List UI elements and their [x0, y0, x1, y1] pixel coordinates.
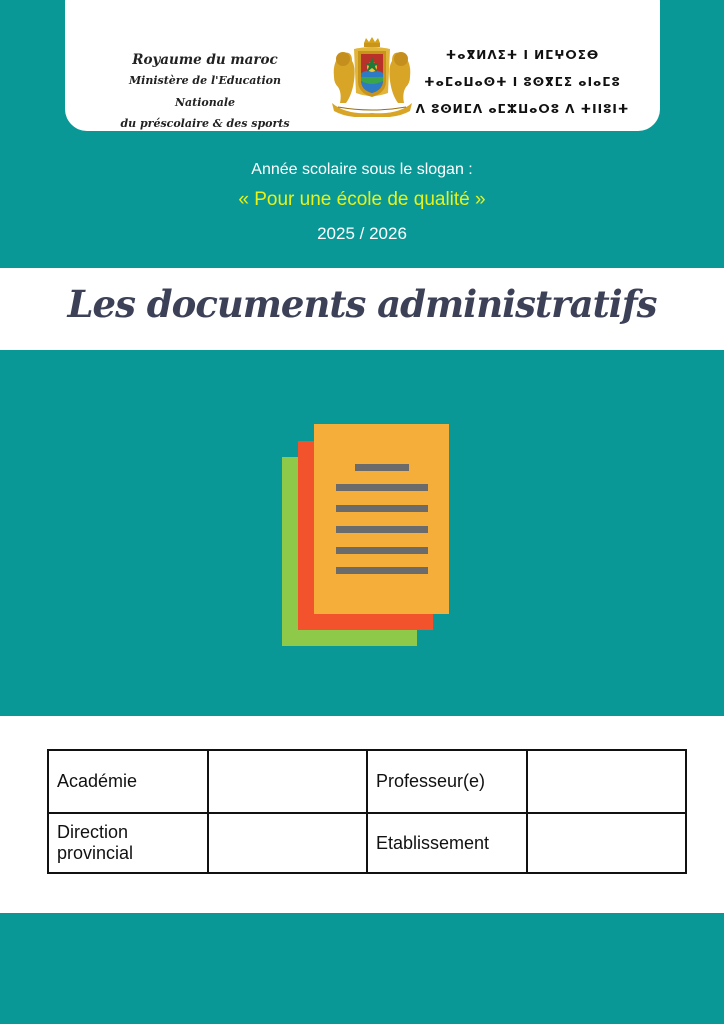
- field-direction-provincial[interactable]: [208, 813, 368, 873]
- tifinagh-line-1: ⵜⴰⴳⵍⴷⵉⵜ ⵏ ⵍⵎⵖⵔⵉⴱ: [445, 48, 600, 62]
- ministry-fr-block: [100, 50, 310, 134]
- ministry-name: Ministère de l'Education Nationale: [129, 74, 281, 109]
- tifinagh-line-3: ⴷ ⵓⵙⵍⵎⴷ ⴰⵎⵣⵡⴰⵔⵓ ⴷ ⵜⵏⵏⵓⵏⵜ: [415, 102, 630, 116]
- school-year: 2025 / 2026: [317, 224, 407, 243]
- field-academie[interactable]: [208, 750, 368, 813]
- table-row: [48, 813, 686, 873]
- kingdom-name: Royaume du maroc: [132, 52, 278, 68]
- info-table: [47, 749, 687, 874]
- tifinagh-line-2: ⵜⴰⵎⴰⵡⴰⵙⵜ ⵏ ⵓⵙⴳⵎⵉ ⴰⵏⴰⵎⵓ: [424, 75, 621, 89]
- label-academie: Académie: [48, 750, 208, 813]
- documents-stack-icon: [282, 424, 452, 646]
- document-title: Les documents administratifs: [67, 282, 657, 326]
- coat-of-arms-icon: [326, 37, 418, 117]
- label-professeur: Professeur(e): [367, 750, 527, 813]
- field-etablissement[interactable]: [527, 813, 687, 873]
- label-etablissement: Etablissement: [367, 813, 527, 873]
- ministry-subtitle: du préscolaire & des sports: [120, 117, 290, 130]
- label-direction-provincial: Direction provincial: [48, 813, 208, 873]
- table-row: [48, 750, 686, 813]
- slogan-quote: « Pour une école de qualité »: [238, 189, 486, 210]
- ministry-tifinagh-block: [415, 42, 630, 123]
- bottom-band: [0, 913, 724, 1024]
- slogan-intro: Année scolaire sous le slogan :: [251, 161, 473, 178]
- field-professeur[interactable]: [527, 750, 687, 813]
